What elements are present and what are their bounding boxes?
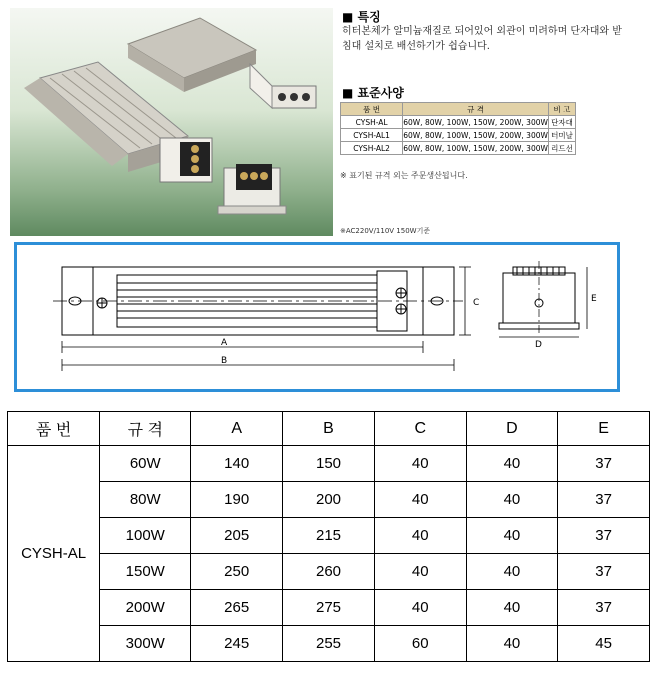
- spec-cell: CYSH-AL: [341, 116, 403, 129]
- table-cell: 40: [466, 590, 558, 626]
- spec-header-model: 품 번: [341, 103, 403, 116]
- model-cell: CYSH-AL: [8, 446, 100, 662]
- heater-end-view: [499, 261, 587, 337]
- table-cell: 40: [466, 518, 558, 554]
- dim-label-b: B: [221, 356, 228, 366]
- spec-header-row: [341, 103, 576, 116]
- table-cell: 37: [558, 482, 650, 518]
- dims-header-row: [8, 412, 650, 446]
- table-cell: 255: [283, 626, 375, 662]
- standard-title: ■ 표준사양: [342, 86, 404, 100]
- table-cell: 200W: [100, 590, 191, 626]
- heater-side-view: [53, 267, 463, 335]
- table-cell: 37: [558, 554, 650, 590]
- dim-label-a: A: [221, 338, 228, 348]
- table-row: [8, 518, 650, 554]
- spec-cell: 60W, 80W, 100W, 150W, 200W, 300W: [403, 130, 548, 140]
- table-cell: 205: [191, 518, 283, 554]
- table-cell: 300W: [100, 626, 191, 662]
- spec-cell: 터미날: [548, 129, 575, 142]
- spec-cell: 리드선: [548, 142, 575, 155]
- table-cell: 265: [191, 590, 283, 626]
- dims-header-a: A: [191, 412, 283, 446]
- spec-header-rating: 규 격: [403, 103, 549, 116]
- table-cell: 40: [466, 554, 558, 590]
- table-cell: 37: [558, 590, 650, 626]
- dims-header-d: D: [466, 412, 558, 446]
- dims-header-rating: 규 격: [100, 412, 191, 446]
- table-cell: 190: [191, 482, 283, 518]
- spec-row: [341, 142, 576, 155]
- table-row: [8, 554, 650, 590]
- table-cell: 40: [374, 482, 466, 518]
- heater-back-image: [128, 18, 316, 108]
- table-cell: 140: [191, 446, 283, 482]
- table-cell: 150W: [100, 554, 191, 590]
- table-cell: 260: [283, 554, 375, 590]
- table-cell: 250: [191, 554, 283, 590]
- table-cell: 40: [466, 446, 558, 482]
- table-cell: 40: [466, 626, 558, 662]
- spec-cell: CYSH-AL2: [341, 142, 403, 155]
- spec-cell: CYSH-AL1: [341, 129, 403, 142]
- dim-label-d: D: [535, 340, 542, 350]
- standard-spec-table: [340, 102, 576, 155]
- table-row: [8, 482, 650, 518]
- table-cell: 60W: [100, 446, 191, 482]
- table-cell: 80W: [100, 482, 191, 518]
- table-cell: 60: [374, 626, 466, 662]
- dimension-drawing: [14, 242, 620, 392]
- dims-header-model: 품 번: [8, 412, 100, 446]
- table-cell: 245: [191, 626, 283, 662]
- features-title: ■ 특징: [342, 10, 381, 24]
- table-cell: 215: [283, 518, 375, 554]
- spec-note: ※ 표기된 규격 외는 주문생산됩니다.: [340, 171, 468, 180]
- dim-label-e: E: [591, 294, 597, 304]
- table-cell: 37: [558, 518, 650, 554]
- table-cell: 45: [558, 626, 650, 662]
- dim-label-c: C: [473, 298, 480, 308]
- spec-cell: 60W, 80W, 100W, 150W, 200W, 300W: [403, 117, 548, 127]
- spec-header-remark: 비 고: [548, 103, 575, 116]
- table-cell: 40: [374, 590, 466, 626]
- dims-header-e: E: [558, 412, 650, 446]
- spec-row: [341, 116, 576, 129]
- table-cell: 100W: [100, 518, 191, 554]
- table-cell: 275: [283, 590, 375, 626]
- table-cell: 40: [374, 518, 466, 554]
- dims-header-b: B: [283, 412, 375, 446]
- voltage-note: ※AC220V/110V 150W기준: [340, 227, 431, 235]
- dims-header-c: C: [374, 412, 466, 446]
- table-cell: 37: [558, 446, 650, 482]
- features-text-line1: 히터본체가 알미늄재질로 되어있어 외관이 미려하며 단자대와 받: [342, 26, 622, 37]
- dimensions-table: [7, 411, 650, 662]
- table-cell: 200: [283, 482, 375, 518]
- spec-row: [341, 129, 576, 142]
- table-row: [8, 590, 650, 626]
- product-photo: [10, 8, 333, 236]
- table-cell: 150: [283, 446, 375, 482]
- features-text-line2: 침대 설치로 배선하기가 쉽습니다.: [342, 41, 490, 52]
- spec-cell: 60W, 80W, 100W, 150W, 200W, 300W: [403, 143, 548, 153]
- table-row: [8, 446, 650, 482]
- table-row: [8, 626, 650, 662]
- table-cell: 40: [374, 446, 466, 482]
- table-cell: 40: [466, 482, 558, 518]
- spec-cell: 단자대: [548, 116, 575, 129]
- terminal-block-image: [218, 164, 286, 214]
- table-cell: 40: [374, 554, 466, 590]
